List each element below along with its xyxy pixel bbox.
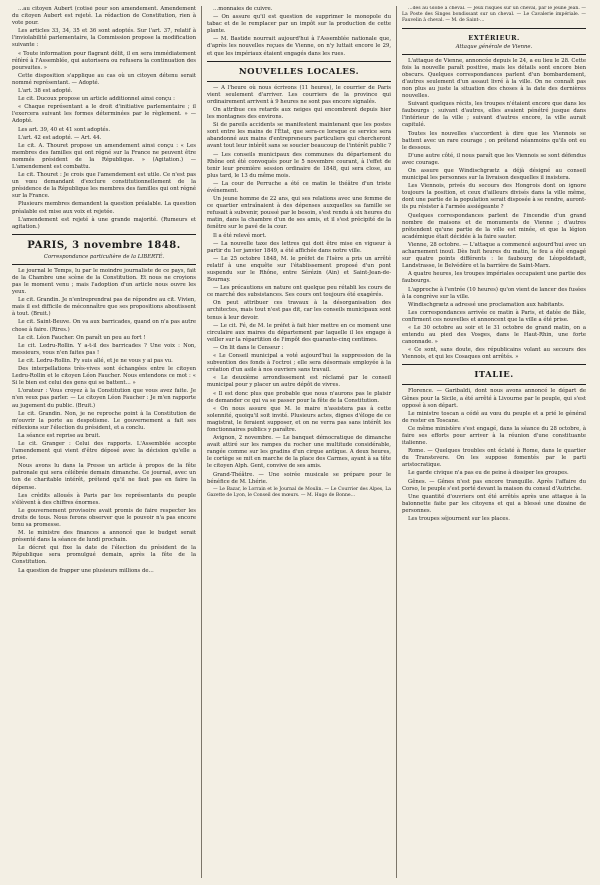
paragraph: Les crédits alloués à Paris par les représentants du peuple s'élèvent à des chiffres énormes. bbox=[12, 492, 196, 506]
paragraph: Les correspondances arrivée ce matin à Paris, et datée de Bâle, confirment ces nouvelles et annoncent que la ville a été prise. bbox=[402, 309, 586, 323]
paragraph: — La nouvelle taxe des lettres qui doit être mise en vigueur à partir du 1er janvier 1849, a été affichée dans notre ville. bbox=[207, 240, 391, 254]
section-subtitle: Correspondance particulière de la LIBERTÉ. bbox=[43, 253, 165, 260]
paragraph: M. le ministre des finances a annoncé que le budget serait présenté dans la séance de lundi prochain. bbox=[12, 530, 196, 544]
paragraph: La séance est reprise au bruit. bbox=[18, 432, 101, 439]
section-header bbox=[402, 28, 586, 55]
paragraph: L'attaque de Vienne, annoncée depuis le 24, a eu lieu le 28. Cette fois la nouvelle paraît positive, mais les détails sont encore bien obscurs. Quelques correspondances parlent d'un bombardement, d'autres seulement d'un assaut livré à la ville. On ne connaît pas non plus au juste la situation des choses à la date des dernières nouvelles. bbox=[402, 57, 586, 100]
section-title-exterieur: EXTÉRIEUR. bbox=[468, 33, 520, 42]
paragraph: Toutes les nouvelles s'accordent à dire que les Viennois se battent avec un rare courage ; on prétend néanmoins qu'ils ont eu le dessous. bbox=[402, 130, 586, 151]
paragraph: Le cit. Grandin. Je n'entreprendrai pas de répondre au cit. Vivien, mais il est difficile de méconnaître que ses propositions aboutissent à tout. (Bruit.) bbox=[12, 297, 196, 318]
paragraph: Le gouvernement provisoire avait promis de faire respecter les droits de tous. Nous ferons observer que le pouvoir n'a pas encore tenu sa promesse. bbox=[12, 507, 196, 528]
paragraph: Le journal le Temps, lu par le moindre journaliste de ce pays, fait de la Chambre une scène de la Constitution. Et nous ne croyions pas le moment venu ; mais l'adoption d'un article nous ouvre les yeux. bbox=[12, 267, 196, 296]
paragraph: Vienne, 28 octobre. — L'attaque a commencé aujourd'hui avec un acharnement inouï. Dès huit heures du matin, le feu a été engagé sur quatre points différents : le faubourg de Léopoldstadt, Landstrasse, le Belvédère et la barrière de Saint-Marx. bbox=[402, 241, 586, 270]
paragraph: Rome. — Quelques troubles ont éclaté à Rome, dans le quartier du Transtevere. On les suppose fomentés par le parti aristocratique. bbox=[402, 448, 586, 469]
paragraph: Grand-Théâtre. — Une soirée musicale se prépare pour le bénéfice de M. Lhérie. bbox=[207, 471, 391, 485]
paragraph: Avignon, 2 novembre. — Le banquet démocratique de dimanche avait attiré sur les rampes du rocher une multitude considérable, rangée comme sur les gradins d'un cirque antique. A deux heures, le cortège se mit en marche de la place des Carmes, ayant à sa tête le citoyen Alph. Gent, convive de ses amis. bbox=[207, 435, 391, 470]
paragraph: Le cit. Granger : Celui des rapports. L'Assemblée accepte l'amendement qui vient d'être déposé avec la décision qu'elle a prise. bbox=[12, 440, 196, 462]
paragraph: Les art. 39, 40 et 41 sont adoptés. bbox=[18, 126, 111, 133]
section-header bbox=[402, 364, 586, 385]
paragraph: Le décret qui fixe la date de l'élection du président de la République sera promulgué demain, après la fête de la Constitution. bbox=[12, 545, 196, 566]
paragraph: — Les précautions en nature ont quelque peu rétabli les cours de ce marché des subsistances. Ses cours ont toujours été exagérés. bbox=[207, 285, 391, 299]
paragraph: — M. Bastide nourrait aujourd'hui à l'Assemblée nationale que, d'après les nouvelles reçues de Vienne, on n'y luttait encore le 29, et que les impériaux étaient engagés dans les rues. bbox=[207, 36, 391, 57]
paragraph: Des interpellations très-vives sont échangées entre le citoyen Ledru-Rollin et le citoyen Léon Faucher. Nous entendons ce mot : « Si le bien est celui des gens qui se battent… » bbox=[12, 366, 196, 387]
paragraph: Le cit. Ledru-Rollin. Fy suis allé, et je ne vous y ai pas vu. bbox=[18, 357, 173, 364]
section-header bbox=[207, 61, 391, 82]
paragraph: « Le 30 octobre au soir et le 31 octobre de grand matin, on a entendu au pied des Vosges, dans le Haut-Rhin, une forte canonnade. » bbox=[402, 324, 586, 346]
paragraph: — On lit dans le Censeur : bbox=[213, 344, 284, 351]
paragraph: …au citoyen Aubert (cotisé pour son amendement. Amendement du citoyen Aubert est rejeté. La rédaction de Constitution, rien à vote pour. bbox=[12, 6, 196, 27]
section-title-local-news: NOUVELLES LOCALES. bbox=[238, 66, 360, 77]
paragraph: Suivant quelques récits, les troupes n'étaient encore que dans les faubourgs ; suivant d'autres, elles avaient pénétré jusque dans l'intérieur de la ville ; suivant d'autres encore, la ville aurait capitulé. bbox=[402, 101, 586, 129]
column-rule bbox=[396, 6, 397, 878]
paragraph: — Les conseils municipaux des communes du département du Rhône ont été convoqués pour le 5 novembre courant, à l'effet de tenir leur première session ordinaire de 1848, qui sera close, au plus tard, le 13 du même mois. bbox=[207, 151, 391, 179]
column-middle bbox=[207, 6, 391, 878]
col1-body bbox=[12, 268, 196, 575]
paragraph: Le cit. Thouret : Je crois que l'amendement est utile. Ce n'est pas un vœu demandant d'exclure constitutionnellement de la présidence de la République les membres des familles qui ont régné sur la France. bbox=[12, 172, 196, 200]
paragraph: On peut attribuer ces travaux à la désorganisation des architectes, mais tout n'est pas dit, car les conseils municipaux sont tenus à leur devoir. bbox=[207, 300, 391, 321]
paragraph: Les troupes séjournent sur les places. bbox=[408, 516, 510, 523]
paragraph: — La cour de Perruche a été ce matin le théâtre d'un triste événement. bbox=[207, 180, 391, 194]
paragraph: On assure que Windischgrætz a déjà désigné au conseil municipal les personnes sur la livraison desquelles il insistera. bbox=[402, 168, 586, 182]
paragraph: L'approche à l'entrée (10 heures) qu'on vient de lancer des fusées à la congrève sur la ville. bbox=[402, 286, 586, 300]
paragraph: …monnaies de cuivre. bbox=[213, 6, 273, 12]
paragraph: Ce même ministère s'est engagé, dans la séance du 28 octobre, à faire ses efforts pour arriver à la réunion d'une constituante italienne. bbox=[402, 425, 586, 447]
column-right bbox=[402, 6, 586, 878]
col1-top bbox=[12, 6, 196, 231]
paragraph: — Le 25 octobre 1848, M. le préfet de l'Isère a pris un arrêté relatif à une enquête sur l'établissement proposé d'un pont suspendu sur le Rhône, entre Sérézin (Ain) et Saint-Jean-de-Bournay. bbox=[207, 255, 391, 284]
paragraph: Cette disposition s'applique au cas où un citoyen détenu serait nommé représentant. — Adopté. bbox=[12, 72, 196, 86]
column-left bbox=[12, 6, 196, 878]
paragraph: La question de frapper une plusieurs millions de… bbox=[18, 567, 154, 574]
paragraph: Plusieurs membres demandent la question préalable. La question préalable est mise aux voix et rejetée. bbox=[12, 201, 196, 215]
paragraph: Un jeune homme de 22 ans, qui ses relations avec une femme de ce quartier entraînaient à des dépenses auxquelles sa famille se refusait à subvenir, poussé par le besoin, s'est rendu à six heures du matin, dans la chambre d'un de ses amis, et il s'est précipité de la fenêtre sur le pavé de la cour. bbox=[207, 196, 391, 231]
dateline-title: PARIS, 3 novembre 1848. bbox=[27, 239, 181, 251]
paragraph: L'art. 38 est adopté. bbox=[18, 88, 73, 95]
paragraph: Windischgrætz a adressé une proclamation aux habitants. bbox=[408, 301, 565, 308]
paragraph: — Le cit. Fé, de M. le préfet à fait hier mettre en ce moment une circulaire aux maires du département par laquelle il les engage à veiller sur la répartition de l'impôt des quarante-cinq centimes. bbox=[207, 322, 391, 343]
paragraph: Le cit. Saint-Beuve. On va aux barricades, quand on n'a pas autre chose à faire. (Rires.) bbox=[12, 319, 196, 333]
paragraph: L'amendement est rejeté à une grande majorité. (Rumeurs et agitation.) bbox=[12, 216, 196, 230]
paragraph: Le cit. Ledru-Rollin. Y a-t-il des barricades ? Une voix : Non, messieurs, vous n'en faites pas ! bbox=[12, 342, 196, 356]
paragraph: « Toute information pour flagrant délit, il en sera immédiatement référé à l'Assemblée, qui autorisera ou refusera la continuation des poursuites. » bbox=[12, 50, 196, 71]
paragraph: Le cit. Ducoux propose un article additionnel ainsi conçu : bbox=[18, 96, 175, 103]
section-title-italie: ITALIE. bbox=[474, 370, 514, 381]
paragraph: Les Viennois, privés du secours des Hongrois dont on ignore toujours la position, et ceux d'ailleurs divisés dans la ville même, dont une partie de la population serait disposée à se rendre, auront-ils pu résister à l'armée assiégeante ? bbox=[402, 183, 586, 211]
paragraph: Le cit. Grandin. Non, je ne reproche point à la Constitution de m'ouvrir la porte au despotisme. Le gouvernement a fait ses réflexions sur l'élection du président, et a conclu. bbox=[12, 410, 196, 431]
paragraph: Le cit. Léon Faucher. On paraît un peu au fort ! bbox=[18, 334, 146, 341]
paragraph: L'art. 42 est adopté. — Art. 44. bbox=[18, 134, 102, 141]
paragraph: Il a été relevé mort. bbox=[213, 232, 267, 239]
paragraph: — On assure qu'il est question de supprimer le monopole du tabac et de le remplacer par un impôt sur la production de cette plante. bbox=[207, 14, 391, 35]
paragraph: « Chaque représentant a le droit d'initiative parlementaire ; il l'exercera suivant les formes déterminées par le règlement. » — Adopté. bbox=[12, 104, 196, 125]
paragraph: Florence. — Garibaldi, dont nous avons annoncé le départ de Gênes pour la Sicile, a été arrêté à Livourne par le peuple, qui s'est opposé à son départ. bbox=[402, 388, 586, 409]
paragraph: — Le Bazar, le Lorrain et le Journal de Moulin. — Le Courrier des Alpes, La Gazette de Lyon, le Conseil des mœurs. — M. Hugo de Bonne… bbox=[207, 486, 391, 498]
paragraph: A quatre heures, les troupes impériales occupaient une partie des faubourgs. bbox=[402, 271, 586, 285]
paragraph: …des au Globe à cheval. — Jeux risqués sur un cheval, par le jeune Jean. — La Poste des Singes bondissant sur un cheval. — Le Cavalerie impériale. — Fauvelin à cheval. — M. de Saint-… bbox=[402, 6, 586, 24]
paragraph: Les articles 33, 34, 35 et 36 sont adoptés. Sur l'art. 37, relatif à l'inviolabilité parlementaire, la Commission propose la modification suivante : bbox=[12, 28, 196, 49]
paragraph: — A l'heure où nous écrivons (11 heures), le courrier de Paris vient seulement d'arriver. Les courriers de la province qui ordinairement arrivent à 9 heures ne sont pas encore signalés. bbox=[207, 84, 391, 105]
paragraph: Le cit. A. Thouret propose un amendement ainsi conçu : « Les membres des familles qui ont régné sur la France ne peuvent être nommés président de la République. » (Agitation.) — L'amendement est combattu. bbox=[12, 142, 196, 170]
paragraph: « On nous assure que M. le maire n'assistera pas à cette solennité, quoiqu'il soit invité. Plusieurs actes, dignes d'éloge de ce magistrat, le feraient supposer, et on ne verra pas sans intérêt les fonctionnaires publics y paraître. bbox=[207, 405, 391, 433]
paragraph: L'orateur : Vous croyez à la Constitution que vous avez faite. Je n'en veux pas parler. — Le citoyen Léon Faucher : Je m'en rapporte au jugement du public. (Bruit.) bbox=[12, 388, 196, 409]
paragraph: « Le deuxième arrondissement est réclamé par le conseil municipal pour y placer un autre dépôt de vivres. bbox=[207, 375, 391, 389]
paragraph: Le ministre toscan a cédé au vœu du peuple et a prié le général de rester en Toscane. bbox=[402, 410, 586, 424]
paragraph: D'une autre côté, il nous paraît que les Viennois se sont défendus avec courage. bbox=[402, 152, 586, 166]
paragraph: Si de pareils accidents se manifestent maintenant que les postes sont entre les mains de l'État, que sera-ce lorsque ce service sera abandonné aux mains d'entrepreneurs particuliers qui chercheront avant tout leur intérêt sans se soucier beaucoup de l'intérêt public ? bbox=[207, 122, 391, 150]
paragraph: Nous avons lu dans la Presse un article à propos de la fête patronale qui sera célébrée demain dimanche. Ce journal, avec un ton de charitable intérêt, prétend qu'il ne faut pas en faire la dépense. bbox=[12, 463, 196, 491]
paragraph: Quelques correspondances parlent de l'incendie d'un grand nombre de maisons et de monuments de Vienne ; d'autres prétendent qu'une partie de la ville est minée, et que la légion académique était décidée à la faire sauter. bbox=[402, 212, 586, 240]
paragraph: « Ce sont, sans doute, des républicains volant au secours des Viennois, et qui les Cosaques ont arrêtés. » bbox=[402, 347, 586, 361]
paragraph: Gênes. — Gênes n'est pas encore tranquille. Après l'affaire du Corso, le peuple s'est porté devant la maison du consul d'Autriche. bbox=[402, 478, 586, 492]
section-header bbox=[12, 234, 196, 265]
column-rule bbox=[201, 6, 202, 878]
paragraph: « Le Conseil municipal a voté aujourd'hui la suppression de la subvention des fonds à l'octroi ; elle sera désormais employée à la création d'un asile à nos ouvriers sans travail. bbox=[207, 353, 391, 374]
paragraph: On attribue ces retards aux neiges qui encombrent depuis hier les montagnes des environs. bbox=[207, 106, 391, 121]
paragraph: Une quantité d'ouvriers ont été arrêtés après une attaque à la baïonnette faite par les citoyens et qui a blessé une dizaine de personnes. bbox=[402, 493, 586, 514]
paragraph: Le garde civique n'a pas eu de peine à dissiper les groupes. bbox=[408, 470, 569, 477]
section-subtitle: Attaque générale de Vienne. bbox=[455, 43, 533, 50]
paragraph: « Il est donc plus que probable que nous n'aurons pas le plaisir de demander ce qui va se passer pour la fête de la Constitution. bbox=[207, 390, 391, 404]
